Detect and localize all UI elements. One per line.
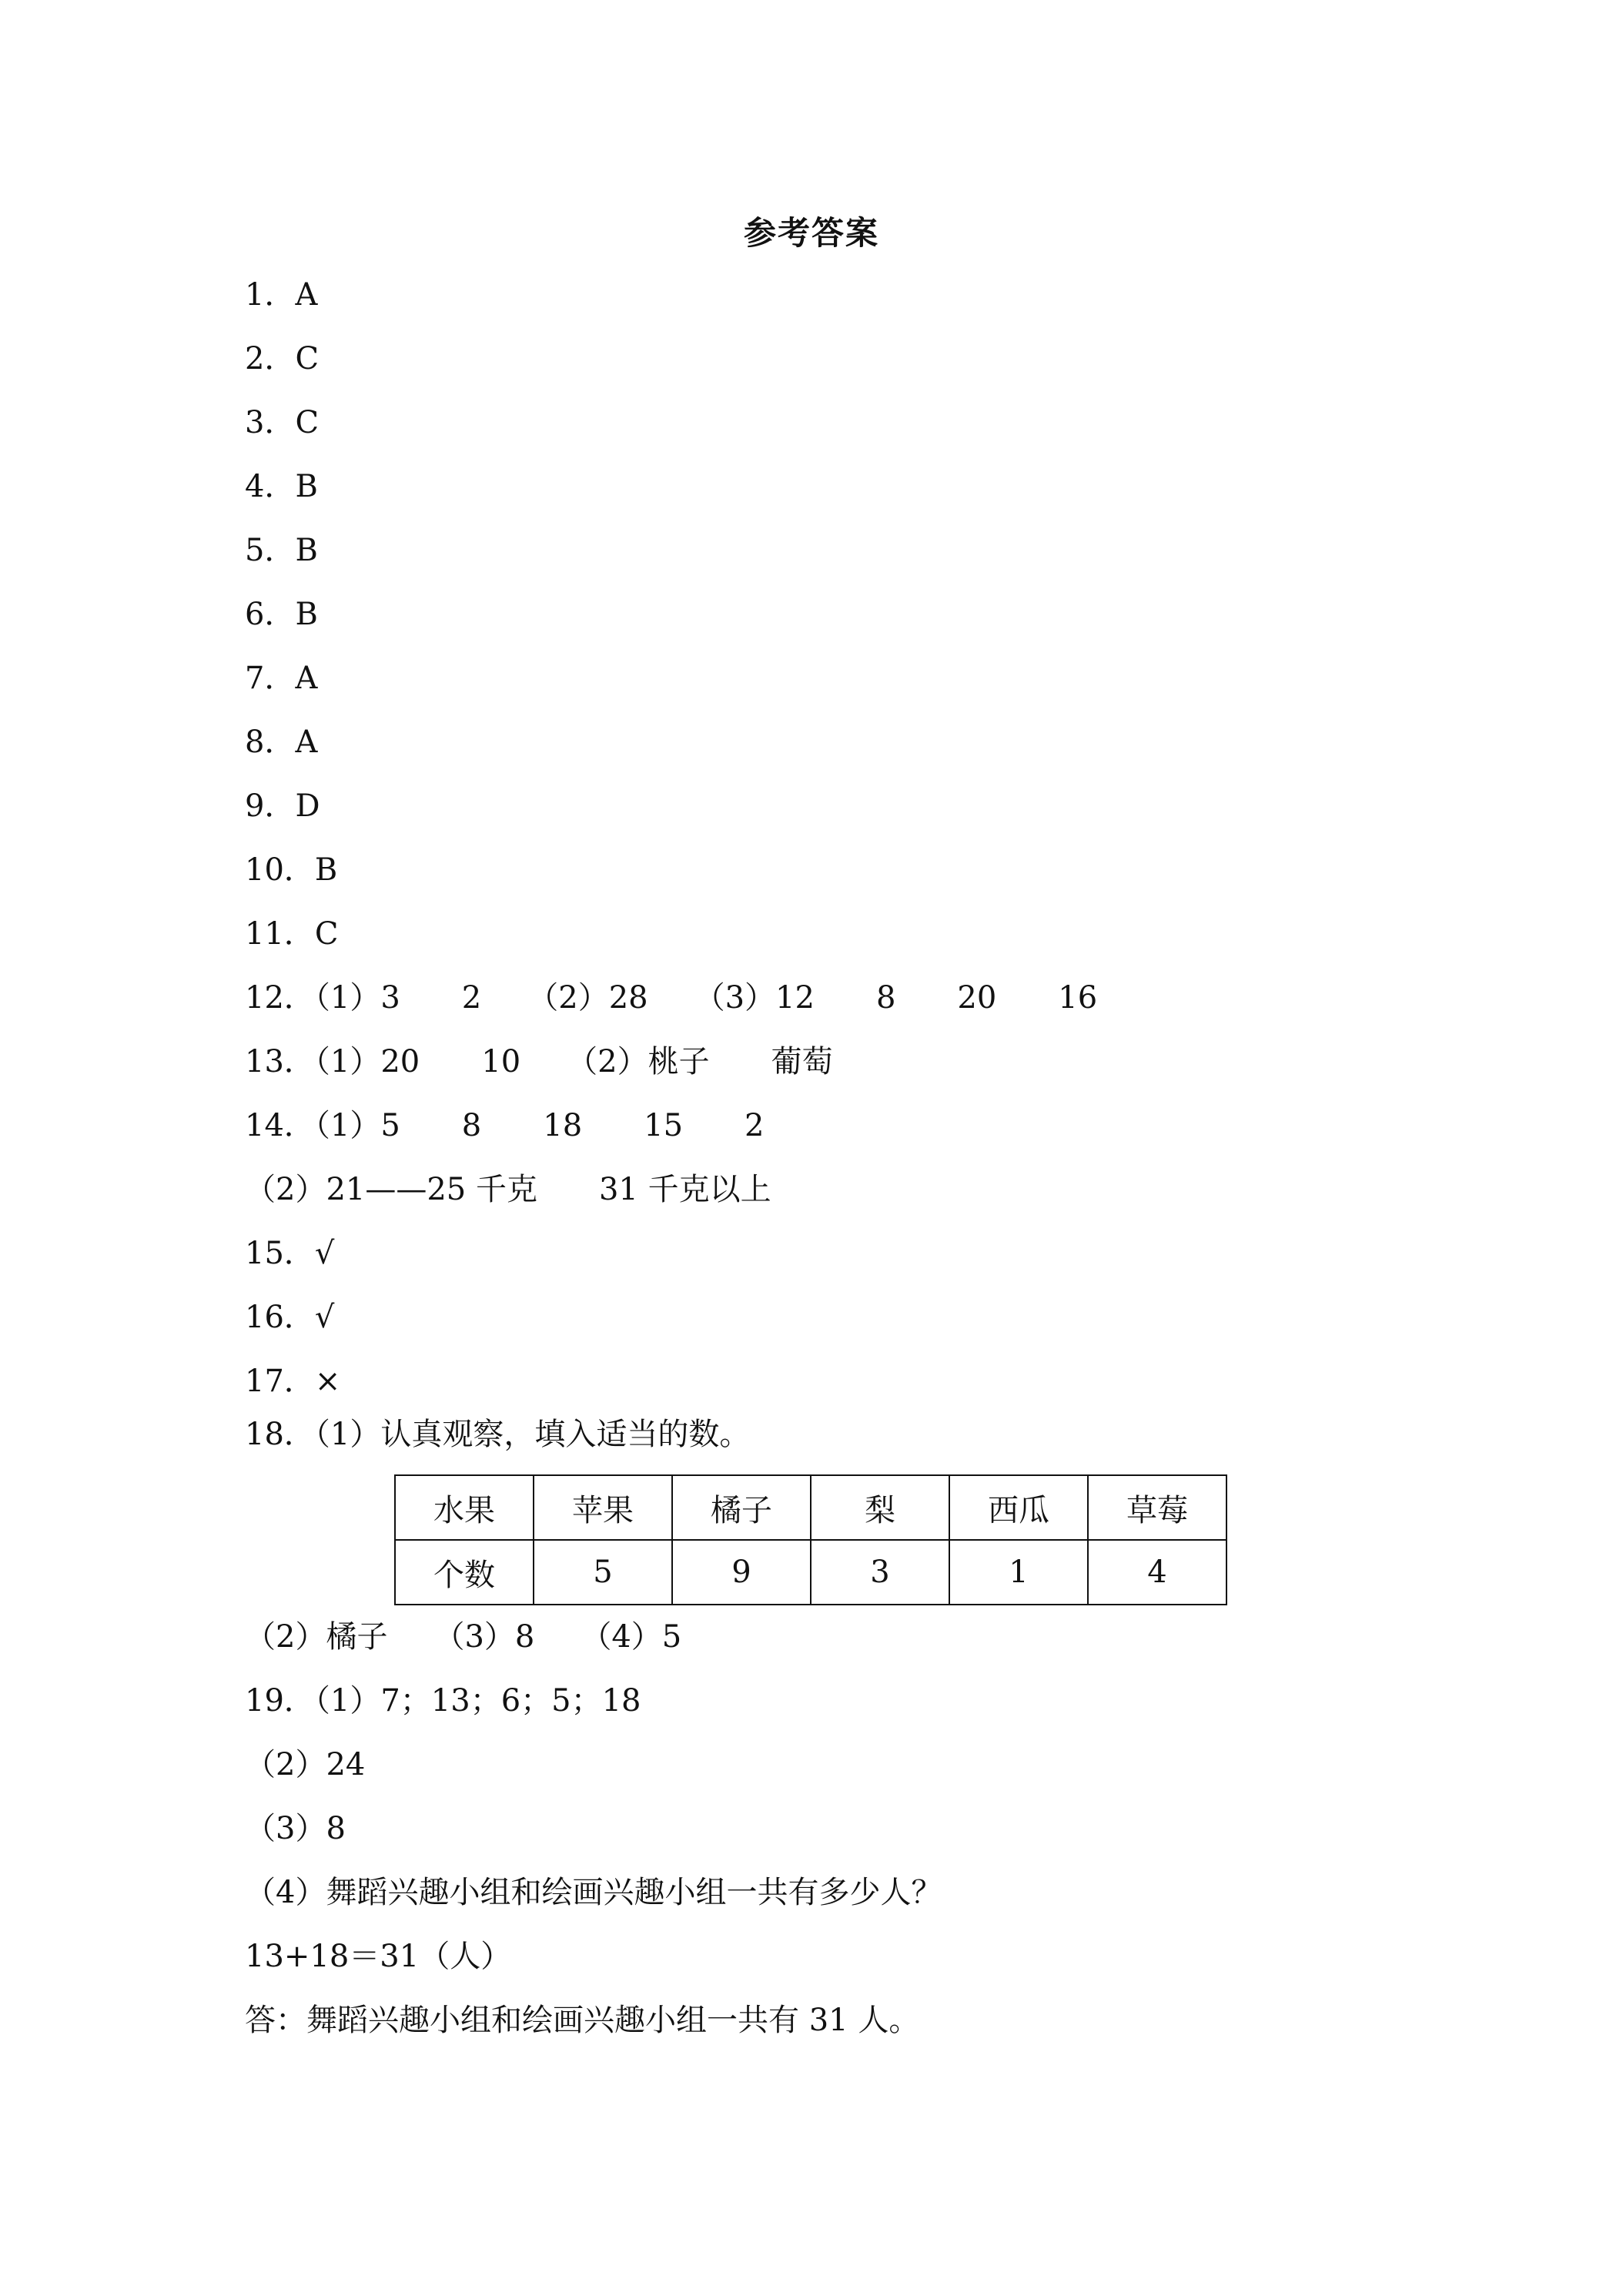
table-cell: 苹果 bbox=[534, 1475, 672, 1540]
answer-line: 19．（1）7；13；6；5；18 bbox=[245, 1683, 641, 1719]
table-row bbox=[395, 1540, 1226, 1605]
answer-line: 答：舞蹈兴趣小组和绘画兴趣小组一共有 31 人。 bbox=[245, 2003, 920, 2038]
answer-line: 13．（1）20 10 （2）桃子 葡萄 bbox=[245, 1044, 833, 1079]
answer-line: （4）舞蹈兴趣小组和绘画兴趣小组一共有多少人？ bbox=[245, 1875, 942, 1910]
answer-line: 4．B bbox=[245, 469, 318, 504]
table-cell: 5 bbox=[534, 1540, 672, 1605]
answer-line: （3）8 bbox=[245, 1811, 346, 1846]
table-row bbox=[395, 1475, 1226, 1540]
table-cell: 9 bbox=[672, 1540, 811, 1605]
answer-line: 17．× bbox=[245, 1364, 341, 1399]
answer-line: 12．（1）3 2 （2）28 （3）12 8 20 16 bbox=[245, 980, 1098, 1016]
answer-line: （2）橘子 （3）8 （4）5 bbox=[245, 1619, 682, 1655]
table-cell: 草莓 bbox=[1088, 1475, 1226, 1540]
answer-line: 1．A bbox=[245, 277, 318, 313]
table-cell: 4 bbox=[1088, 1540, 1226, 1605]
answer-line: （2）21——25 千克 31 千克以上 bbox=[245, 1172, 771, 1207]
answer-line: 15．√ bbox=[245, 1236, 335, 1271]
table-cell: 梨 bbox=[811, 1475, 949, 1540]
table-cell: 个数 bbox=[395, 1540, 534, 1605]
answer-line: 7．A bbox=[245, 661, 318, 696]
page-title: 参考答案 bbox=[743, 214, 879, 252]
table-cell: 1 bbox=[949, 1540, 1088, 1605]
answer-line: 18．（1）认真观察，填入适当的数。 bbox=[245, 1417, 751, 1452]
fruit-count-table bbox=[394, 1474, 1227, 1605]
table-cell: 橘子 bbox=[672, 1475, 811, 1540]
answer-line: 14．（1）5 8 18 15 2 bbox=[245, 1108, 765, 1143]
answer-line: 2．C bbox=[245, 341, 320, 377]
answer-line: 16．√ bbox=[245, 1300, 335, 1335]
answer-line: 11．C bbox=[245, 916, 339, 952]
answer-line: 6．B bbox=[245, 597, 318, 632]
table-cell: 水果 bbox=[395, 1475, 534, 1540]
answer-line: 13+18＝31（人） bbox=[245, 1939, 512, 1974]
answer-line: 8．A bbox=[245, 725, 318, 760]
answer-line: 3．C bbox=[245, 405, 320, 440]
table-cell: 3 bbox=[811, 1540, 949, 1605]
table-cell: 西瓜 bbox=[949, 1475, 1088, 1540]
answer-line: 9．D bbox=[245, 788, 320, 824]
answer-line: （2）24 bbox=[245, 1747, 366, 1782]
answer-line: 5．B bbox=[245, 533, 318, 568]
answer-line: 10．B bbox=[245, 852, 338, 888]
